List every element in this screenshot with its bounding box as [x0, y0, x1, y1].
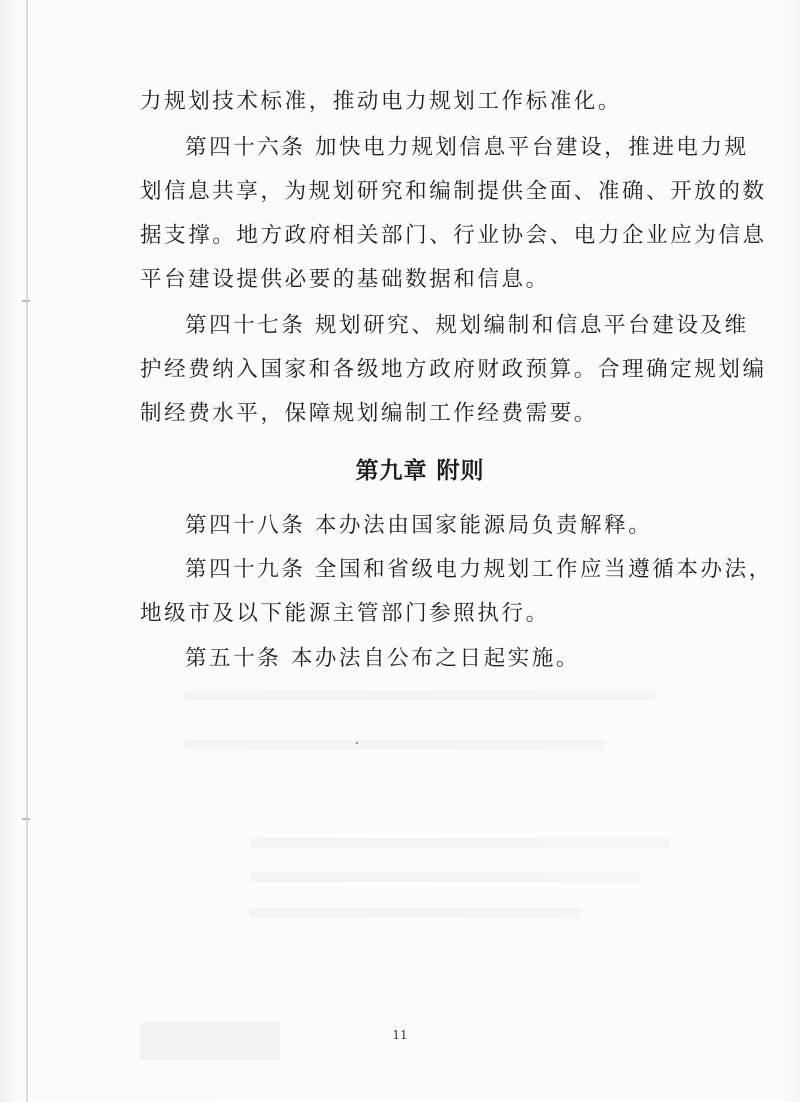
scan-speck	[356, 742, 358, 744]
paragraph-line: 划信息共享，为规划研究和编制提供全面、准确、开放的数	[140, 179, 767, 204]
chapter-title: 第九章 附则	[355, 458, 485, 484]
paragraph-line: 力规划技术标准，推动电力规划工作标准化。	[140, 89, 623, 114]
paragraph-line: 据支撑。地方政府相关部门、行业协会、电力企业应为信息	[140, 223, 767, 248]
binding-edge	[26, 0, 28, 1102]
article-48-line: 第四十八条 本办法由国家能源局负责解释。	[185, 513, 653, 538]
binding-mark	[22, 818, 30, 820]
faint-stamp-area	[140, 1022, 280, 1060]
bleed-through	[250, 872, 640, 882]
bleed-through	[250, 908, 580, 918]
bleed-through	[250, 838, 670, 848]
page-number: 11	[392, 1028, 408, 1042]
paragraph-line: 护经费纳入国家和各级地方政府财政预算。合理确定规划编	[140, 357, 767, 382]
binding-mark	[22, 300, 30, 302]
bleed-through	[185, 740, 605, 750]
article-50-line: 第五十条 本办法自公布之日起实施。	[185, 646, 581, 671]
article-49-line: 第四十九条 全国和省级电力规划工作应当遵循本办法，	[185, 557, 773, 582]
paragraph-line: 平台建设提供必要的基础数据和信息。	[140, 267, 550, 292]
bleed-through	[185, 690, 655, 700]
article-47-line: 第四十七条 规划研究、规划编制和信息平台建设及维	[185, 313, 749, 338]
paragraph-line: 制经费水平，保障规划编制工作经费需要。	[140, 401, 598, 426]
paragraph-line: 地级市及以下能源主管部门参照执行。	[140, 601, 550, 626]
article-46-line: 第四十六条 加快电力规划信息平台建设，推进电力规	[185, 135, 749, 160]
